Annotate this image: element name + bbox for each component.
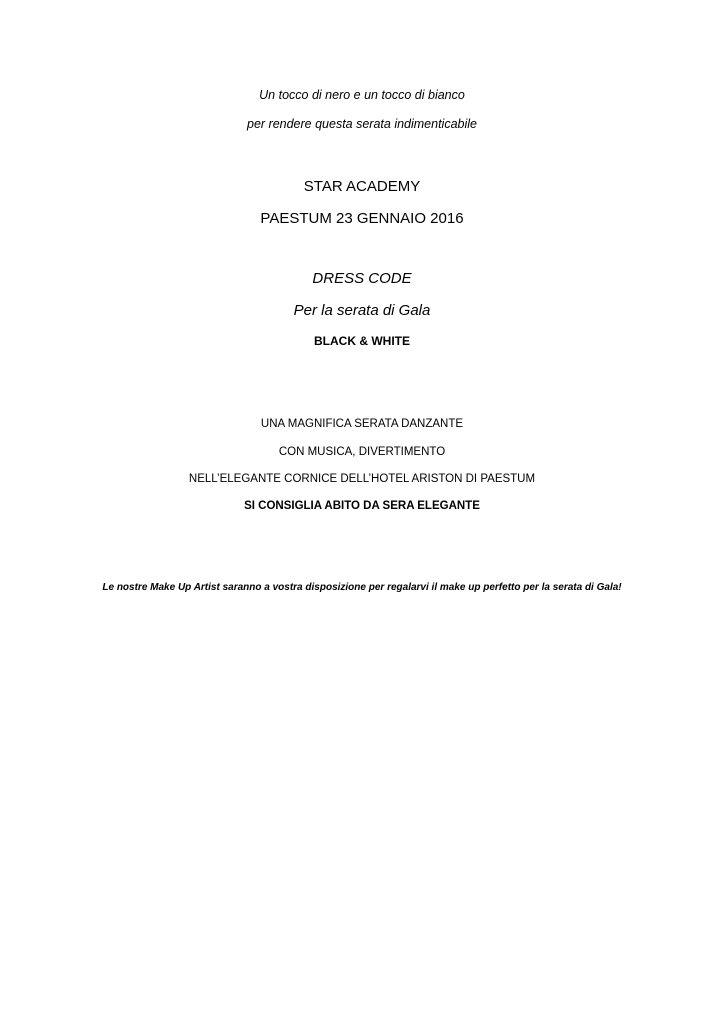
dress-code-theme: BLACK & WHITE bbox=[314, 334, 410, 348]
description-line-1: UNA MAGNIFICA SERATA DANZANTE bbox=[260, 418, 464, 430]
description-line-2: CON MUSICA, DIVERTIMENTO bbox=[278, 446, 446, 458]
event-place-date: PAESTUM 23 GENNAIO 2016 bbox=[260, 210, 464, 227]
makeup-note: Le nostre Make Up Artist saranno a vostra disposizione per regalarvi il make up perfetto per la serata di Gala! bbox=[102, 582, 622, 593]
event-name: STAR ACADEMY bbox=[303, 178, 421, 195]
intro-line-2: per rendere questa serata indimenticabile bbox=[247, 117, 477, 131]
dress-advice: SI CONSIGLIA ABITO DA SERA ELEGANTE bbox=[244, 500, 480, 512]
intro-line-1: Un tocco di nero e un tocco di bianco bbox=[259, 88, 465, 102]
description-line-3: NELL’ELEGANTE CORNICE DELL’HOTEL ARISTON DI PAESTUM bbox=[188, 473, 536, 485]
dress-code-heading: DRESS CODE bbox=[312, 270, 412, 287]
dress-code-subheading: Per la serata di Gala bbox=[293, 302, 431, 319]
